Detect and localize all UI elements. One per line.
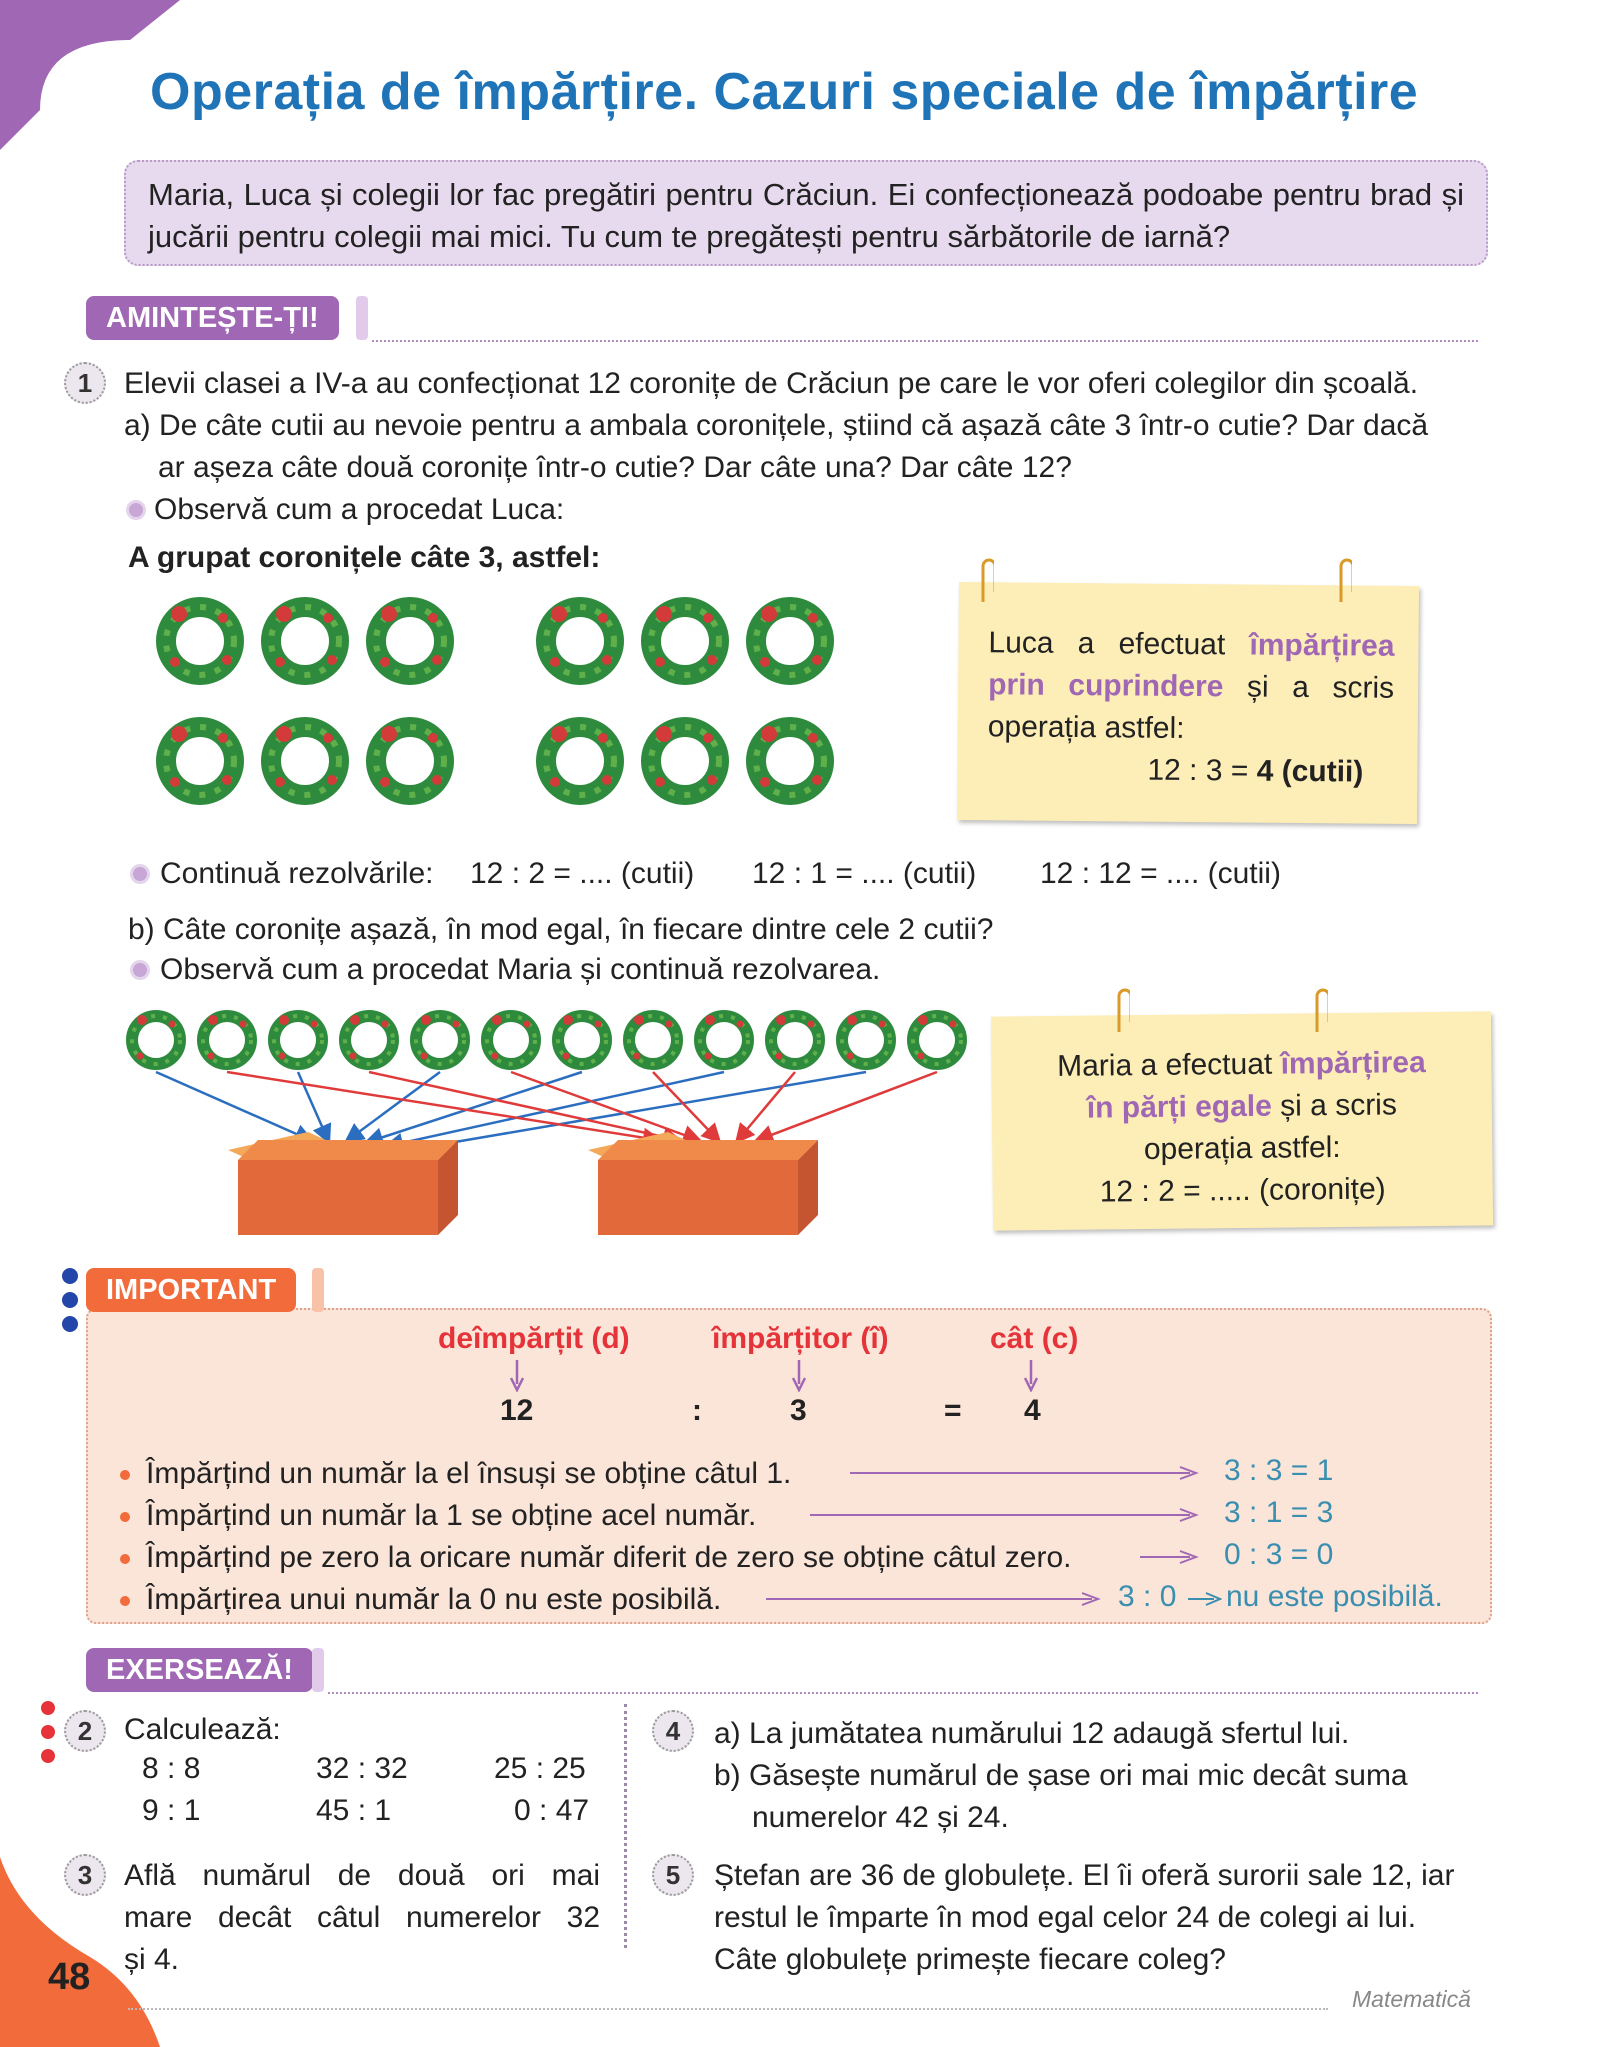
right-arrow-icon xyxy=(1140,1550,1200,1564)
rule-3-text: Împărțind pe zero la oricare număr diferit de zero se obține câtul zero. xyxy=(146,1541,1072,1574)
exercise-number-1: 1 xyxy=(64,362,106,404)
maria-note-text-1: Maria a efectuat xyxy=(1056,1047,1273,1083)
bullet-icon xyxy=(126,500,146,520)
luca-note-highlight-2: prin cuprindere xyxy=(988,668,1224,704)
down-arrow-icon xyxy=(792,1360,806,1392)
rule-4-text: Împărțirea unui număr la 0 nu este posibilă. xyxy=(146,1583,722,1616)
tag-accent xyxy=(312,1648,324,1692)
dots-decoration xyxy=(36,1700,60,1764)
page-title: Operația de împărțire. Cazuri speciale de împărțire xyxy=(150,63,1419,121)
tag-accent xyxy=(356,296,368,340)
calc-item: 25 : 25 xyxy=(494,1752,586,1785)
exercise-4-line1: a) La jumătatea numărului 12 adaugă sfertul lui. xyxy=(714,1717,1350,1750)
right-arrow-icon xyxy=(850,1466,1200,1480)
rule-2-text: Împărțind un număr la 1 se obține acel număr. xyxy=(146,1499,757,1532)
eq-divisor: 3 xyxy=(790,1394,807,1427)
paperclip-icon xyxy=(972,556,994,606)
calc-item: 8 : 8 xyxy=(142,1752,201,1785)
down-arrow-icon xyxy=(510,1360,524,1392)
exercise-4-line2: b) Găsește numărul de șase ori mai mic decât suma xyxy=(714,1759,1408,1792)
maria-note-highlight-1: împărțirea xyxy=(1280,1046,1426,1081)
rule-bullet xyxy=(120,1470,130,1480)
column-divider xyxy=(624,1704,627,1948)
exercise-number-5: 5 xyxy=(652,1854,694,1896)
continue-op-1: 12 : 2 = .... (cutii) xyxy=(470,857,695,890)
exercise-5-line1: Ștefan are 36 de globulețe. El îi oferă surorii sale 12, iar xyxy=(714,1859,1455,1892)
section-divider xyxy=(328,1692,1478,1694)
luca-note-text-1: Luca a efectuat xyxy=(988,626,1226,662)
exercise-tag: EXERSEAZĂ! xyxy=(86,1648,313,1692)
footer-subject: Matematică xyxy=(1352,1986,1471,2012)
exercise-5-line3: Câte globulețe primește fiecare coleg? xyxy=(714,1943,1226,1976)
wreath-row xyxy=(132,1015,961,1064)
section-divider xyxy=(372,340,1478,342)
exercise-1a-line2: ar așeza câte două coronițe într-o cutie? Dar câte una? Dar câte 12? xyxy=(158,451,1072,484)
observe-luca-text: Observă cum a procedat Luca: xyxy=(154,493,565,526)
rule-2-example: 3 : 1 = 3 xyxy=(1224,1496,1334,1529)
box-icon xyxy=(228,1132,458,1235)
paperclip-icon xyxy=(1108,986,1130,1036)
rule-3-example: 0 : 3 = 0 xyxy=(1224,1538,1334,1571)
continue-op-3: 12 : 12 = .... (cutii) xyxy=(1040,857,1281,890)
rule-1-example: 3 : 3 = 1 xyxy=(1224,1454,1334,1487)
continue-label: Continuă rezolvările: xyxy=(160,857,434,890)
exercise-3-line1: Află numărul de două ori mai xyxy=(124,1859,600,1892)
paperclip-icon xyxy=(1306,986,1328,1036)
page-number: 48 xyxy=(48,1956,91,1998)
luca-note-highlight-1: împărțirea xyxy=(1249,628,1395,663)
distribution-illustration xyxy=(118,1000,978,1250)
luca-note-result: 4 (cutii) xyxy=(1256,754,1364,789)
eq-dividend: 12 xyxy=(500,1394,534,1427)
calc-item: 45 : 1 xyxy=(316,1794,392,1827)
box-icon xyxy=(588,1132,818,1235)
down-arrow-icon xyxy=(1024,1360,1038,1392)
important-tag: IMPORTANT xyxy=(86,1268,296,1312)
bullet-icon xyxy=(130,960,150,980)
maria-note xyxy=(991,1011,1493,1230)
grouped-text: A grupat coronițele câte 3, astfel: xyxy=(128,541,601,574)
maria-note-text-3: operația astfel: xyxy=(1143,1130,1341,1167)
calc-item: 0 : 47 xyxy=(514,1794,590,1827)
rule-bullet xyxy=(120,1596,130,1606)
label-dividend: deîmpărțit (d) xyxy=(438,1322,630,1355)
exercise-1b-text: b) Câte coronițe așază, în mod egal, în fiecare dintre cele 2 cutii? xyxy=(128,913,994,946)
calc-item: 32 : 32 xyxy=(316,1752,408,1785)
calc-item: 9 : 1 xyxy=(142,1794,201,1827)
exercise-4-line3: numerelor 42 și 24. xyxy=(752,1801,1009,1834)
eq-equals: = xyxy=(944,1394,962,1427)
exercise-number-2: 2 xyxy=(64,1710,106,1752)
luca-note-equation: 12 : 3 = xyxy=(1147,753,1257,788)
dots-decoration xyxy=(58,1266,82,1336)
observe-maria-text: Observă cum a procedat Maria și continuă rezolvarea. xyxy=(160,953,881,986)
exercise-1-statement: Elevii clasei a IV-a au confecționat 12 coronițe de Crăciun pe care le vor oferi colegilor din școală. xyxy=(124,367,1419,400)
wreath-group-4 xyxy=(546,726,824,795)
label-divisor: împărțitor (î) xyxy=(712,1322,889,1355)
rule-1-text: Împărțind un număr la el însuși se obține câtul 1. xyxy=(146,1457,792,1490)
luca-note xyxy=(957,582,1419,824)
remember-tag: AMINTEȘTE-ȚI! xyxy=(86,296,339,340)
distribution-arrows xyxy=(156,1072,937,1150)
rule-bullet xyxy=(120,1554,130,1564)
rule-4-result: nu este posibilă. xyxy=(1226,1580,1443,1613)
exercise-2-label: Calculează: xyxy=(124,1713,281,1746)
exercise-1a-line1: a) De câte cutii au nevoie pentru a ambala coronițele, știind că așază câte 3 într-o cutie? Dar dacă xyxy=(124,409,1429,442)
exercise-5-line2: restul le împarte în mod egal celor 24 de colegi ai lui. xyxy=(714,1901,1417,1934)
footer-divider xyxy=(128,2008,1328,2010)
intro-box: Maria, Luca și colegii lor fac pregătiri pentru Crăciun. Ei confecționează podoabe pentru brad și jucării pentru colegii mai mici. Tu cum te pregătești pentru sărbătorile de iarnă? xyxy=(124,160,1488,266)
luca-note-text-3: operația astfel: xyxy=(987,710,1185,745)
eq-operator: : xyxy=(692,1394,702,1427)
wreath-group-2 xyxy=(546,606,824,675)
rule-bullet xyxy=(120,1512,130,1522)
paperclip-icon xyxy=(1330,556,1352,606)
exercise-number-3: 3 xyxy=(64,1854,106,1896)
luca-note-text-2: și a scris xyxy=(1246,670,1395,705)
label-quotient: cât (c) xyxy=(990,1322,1079,1355)
continue-op-2: 12 : 1 = .... (cutii) xyxy=(752,857,977,890)
maria-note-equation: 12 : 2 = ..... (coronițe) xyxy=(1099,1172,1386,1209)
rule-4-example: 3 : 0 xyxy=(1118,1580,1177,1613)
exercise-number-4: 4 xyxy=(652,1710,694,1752)
right-arrow-icon xyxy=(766,1592,1102,1606)
exercise-3-line3: și 4. xyxy=(124,1943,180,1976)
right-arrow-icon xyxy=(1188,1592,1222,1606)
wreath-group-1 xyxy=(166,606,444,675)
wreath-group-3 xyxy=(166,726,444,795)
exercise-3-line2: mare decât câtul numerelor 32 xyxy=(124,1901,600,1934)
eq-quotient: 4 xyxy=(1024,1394,1041,1427)
bullet-icon xyxy=(130,864,150,884)
right-arrow-icon xyxy=(810,1508,1200,1522)
maria-note-text-2: și a scris xyxy=(1280,1088,1398,1123)
tag-accent xyxy=(312,1268,324,1312)
maria-note-highlight-2: în părți egale xyxy=(1086,1089,1273,1125)
wreaths-grid xyxy=(150,586,860,836)
